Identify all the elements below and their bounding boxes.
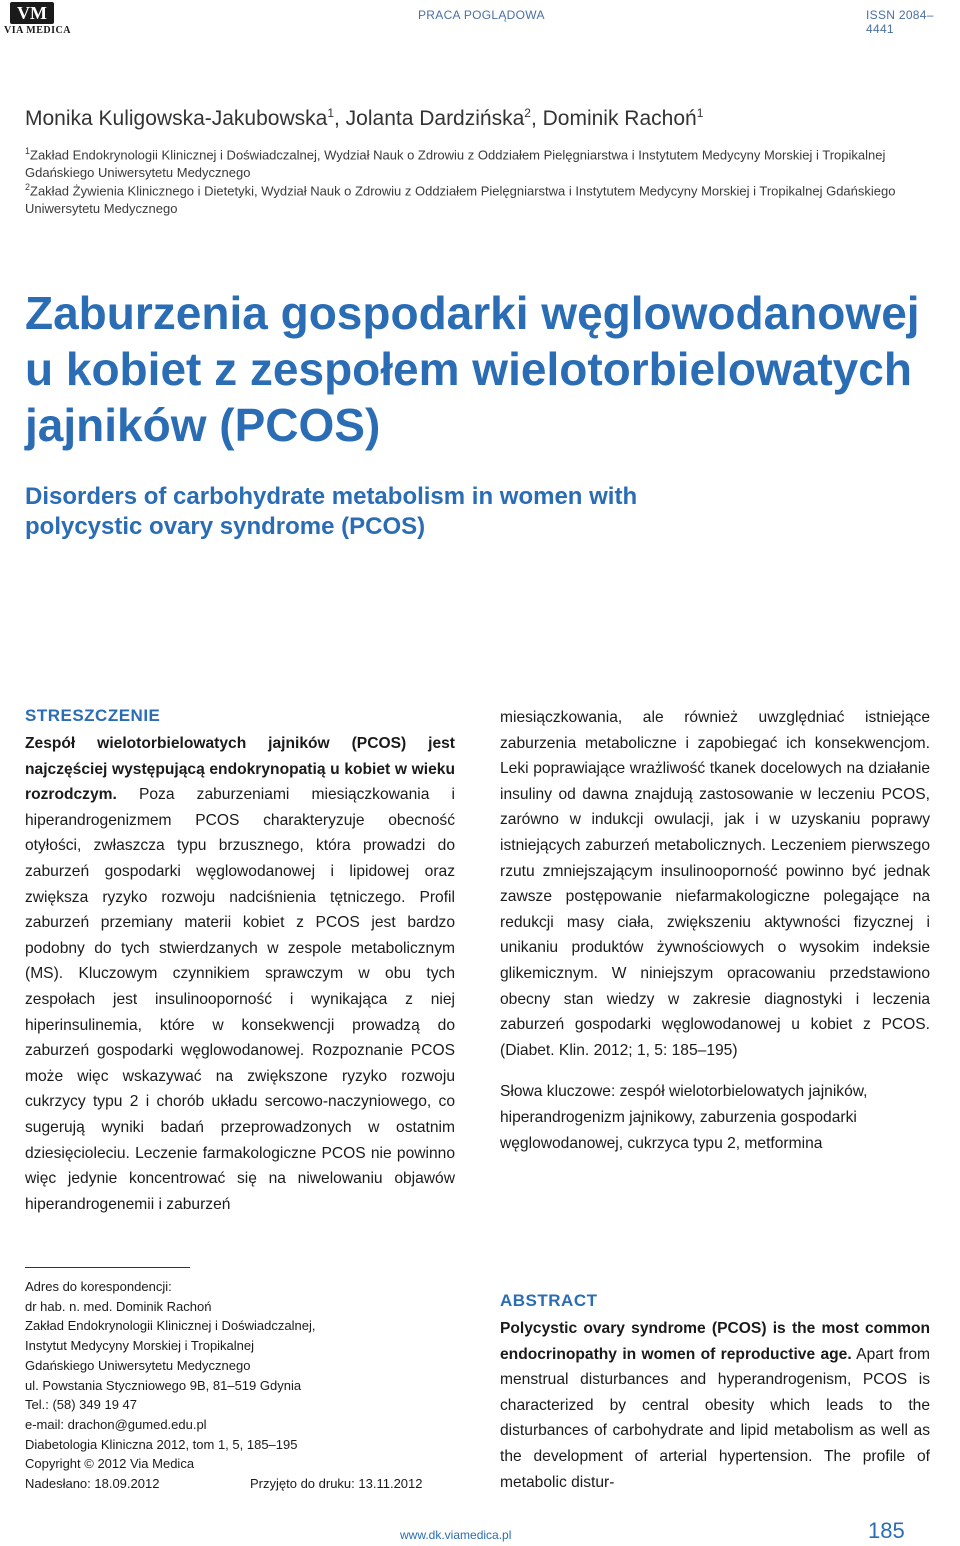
correspondence-label: Adres do korespondencji: <box>25 1279 172 1294</box>
author-sup: 1 <box>327 106 334 120</box>
logo-text: VIA MEDICA <box>4 25 71 36</box>
correspondence-block <box>25 1277 485 1494</box>
streszczenie-text-left: Poza zaburzeniami miesiączkowania i hiperandrogenizmem PCOS charakteryzuje obecność otyłości, zwłaszcza typu brzusznego, która prowadzi do zaburzeń gospodarki węglowodanowej i lipidowej oraz zwiększa ryzyko rozwoju nadciśnienia tętniczego. Profil zaburzeń przemiany materii kobiet z PCOS jest bardzo podobny do tych stwierdzanych w zespole metabolicznym (MS). Kluczowym czynnikiem sprawczym w obu tych zespołach jest insulinooporność i wynikająca z niej hiperinsulinemia, które w konsekwencji prowadzą do zaburzeń gospodarki węglowodanowej. Rozpoznanie PCOS może więc wskazywać na zwiększone ryzyko rozwoju cukrzycy typu 2 i chorób układu sercowo-naczyniowego, co sugerują wyniki badań przeprowadzonych w ostatnim dziesięcioleciu. Leczenie farmakologiczne PCOS nie powinno więc jedynie koncentrować się na niwelowaniu objawów hiperandrogenemii i zaburzeń <box>25 786 455 1213</box>
author-name: Dominik Rachoń <box>542 107 697 130</box>
keywords: Słowa kluczowe: zespół wielotorbielowatych jajników, hiperandrogenizm jajnikowy, zaburzenia gospodarki węglowodanowej, cukrzyca typu 2, metformina <box>500 1083 868 1152</box>
abstract-intro: Polycystic ovary syndrome (PCOS) is the most common endocrinopathy in women of reproductive age. <box>500 1320 930 1363</box>
correspondence-line: dr hab. n. med. Dominik Rachoń <box>25 1298 212 1314</box>
abstract-heading: ABSTRACT <box>500 1291 598 1310</box>
affiliation-text: Zakład Endokrynologii Klinicznej i Doświadczalnej, Wydział Nauk o Zdrowiu z Oddziałem Pielęgniarstwa i Instytutem Medycyny Morskiej i Tropikalnej Gdańskiego Uniwersytetu Medycznego <box>25 147 886 181</box>
streszczenie-column-right <box>500 705 930 1156</box>
affiliation-1 <box>25 142 940 182</box>
streszczenie-body-left <box>25 731 455 1217</box>
abstract-text: Apart from menstrual disturbances and hyperandrogenism, PCOS is characterized by central obesity which leads to the disturbances of carbohydrate and lipid metabolism as well as the development of arterial hypertension. The profile of metabolic distur- <box>500 1345 930 1491</box>
affiliation-sup: 1 <box>25 146 31 156</box>
correspondence-line: Tel.: (58) 349 19 47 <box>25 1397 138 1413</box>
author-name: Jolanta Dardzińska <box>345 107 525 130</box>
correspondence-line: Instytut Medycyny Morskiej i Tropikalnej <box>25 1338 255 1354</box>
author-sep: , <box>334 107 346 130</box>
logo-mark: VM <box>10 2 54 24</box>
affiliation-text: Zakład Żywienia Klinicznego i Dietetyki, Wydział Nauk o Zdrowiu z Oddziałem Pielęgniarstwa i Instytutem Medycyny Morskiej i Tropikalnej Gdańskiego Uniwersytetu Medycznego <box>25 183 896 217</box>
issn: ISSN 2084–4441 <box>866 8 934 36</box>
streszczenie-text-right: miesiączkowania, ale również uwzględniać istniejące zaburzenia metaboliczne i zapobiegać ich konsekwencjom. Leki poprawiające wrażliwość tkanek docelowych na działanie insuliny od dawna znajdują zastosowanie w leczeniu PCOS, zarówno w indukcji owulacji, jak i w uzyskaniu poprawy istniejących zaburzeń metabolicznych. Leczeniem pierwszego rzutu zmniejszającym insulinooporność powinno być jednak zawsze postępowanie niefarmakologiczne polegające na redukcji masy ciała, zwiększeniu aktywności fizycznej i unikaniu produktów żywnościowych o wysokim indeksie glikemicznym. W niniejszym opracowaniu przedstawiono obecny stan wiedzy w zakresie diagnostyki i leczenia zaburzeń gospodarki węglowodanowej u kobiet z PCOS. (Diabet. Klin. 2012; 1, 5: 185–195) <box>500 709 930 1059</box>
correspondence-line: Diabetologia Kliniczna 2012, tom 1, 5, 185–195 <box>25 1436 298 1452</box>
page-number: 185 <box>868 1518 905 1543</box>
authors-line <box>25 106 703 131</box>
streszczenie-heading: STRESZCZENIE <box>25 706 161 725</box>
streszczenie-intro: Zespół wielotorbielowatych jajników (PCOS) jest najczęściej występującą endokrynopatią u kobiet w wieku rozrodczym. <box>25 735 455 804</box>
correspondence-line: Copyright © 2012 Via Medica <box>25 1456 195 1472</box>
title-polish: Zaburzenia gospodarki węglowodanowej u kobiet z zespołem wielotorbielowatych jajników (PCOS) <box>25 287 920 451</box>
correspondence-line: Zakład Endokrynologii Klinicznej i Doświadczalnej, <box>25 1318 316 1334</box>
correspondence-line: ul. Powstania Styczniowego 9B, 81–519 Gdynia <box>25 1377 302 1393</box>
abstract-body <box>500 1316 930 1495</box>
accepted-date: Przyjęto do druku: 13.11.2012 <box>250 1476 423 1492</box>
title-english: Disorders of carbohydrate metabolism in women with polycystic ovary syndrome (PCOS) <box>25 483 638 540</box>
correspondence-line: Gdańskiego Uniwersytetu Medycznego <box>25 1357 251 1373</box>
author-sup: 1 <box>696 106 704 120</box>
section-label: PRACA POGLĄDOWA <box>418 8 545 22</box>
footnote-rule <box>25 1267 190 1268</box>
author-sup: 2 <box>524 106 531 120</box>
dates-row <box>25 1474 485 1494</box>
author-sep: , <box>530 107 543 130</box>
submitted-date: Nadesłano: 18.09.2012 <box>25 1476 160 1492</box>
streszczenie-column-left <box>25 705 455 1217</box>
correspondence-email[interactable]: e-mail: drachon@gumed.edu.pl <box>25 1416 207 1432</box>
author-name: Monika Kuligowska-Jakubowska <box>25 107 328 130</box>
journal-url[interactable]: www.dk.viamedica.pl <box>400 1528 512 1542</box>
abstract-section <box>500 1290 930 1495</box>
via-medica-logo <box>4 2 84 38</box>
affiliation-2 <box>25 178 940 218</box>
affiliation-sup: 2 <box>25 182 31 192</box>
